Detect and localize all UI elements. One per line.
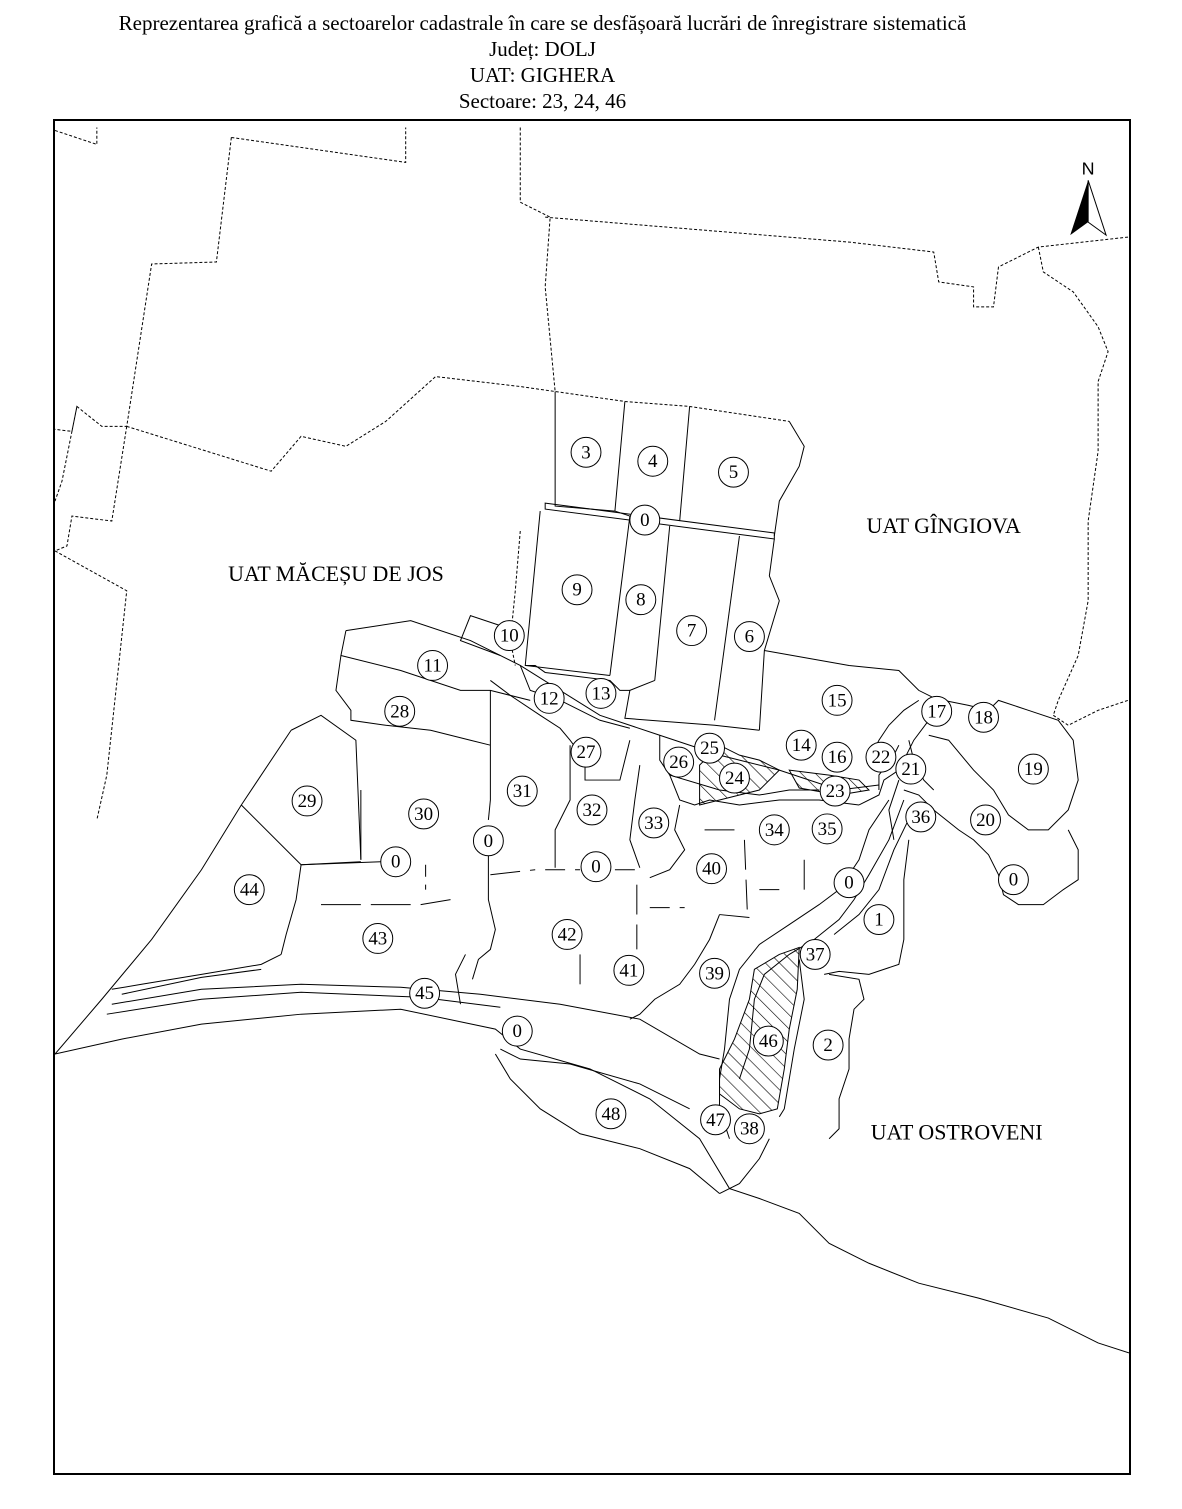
sector-boundaries [55,392,1078,1194]
sector-marker-12 [534,683,564,713]
uat-label: UAT: GIGHERA [469,63,616,87]
neighbor-west-label: UAT MĂCEȘU DE JOS [228,560,444,586]
sector-label: 25 [700,738,720,760]
sector-marker-1 [864,905,894,935]
sector-marker-20 [971,805,1001,835]
sector-marker-30 [409,799,439,829]
sector-label: 19 [1023,759,1043,781]
sector-marker-9 [562,575,592,605]
sector-marker-0 [473,826,503,856]
sector-marker-0 [381,847,411,877]
sector-label: 34 [764,819,784,841]
sector-label: 26 [669,752,689,774]
sector-marker-27 [571,737,601,767]
sector-marker-0 [502,1016,532,1046]
sector-label: 42 [557,924,577,946]
sector-marker-37 [800,939,830,969]
sector-marker-45 [410,978,440,1008]
sector-marker-42 [552,920,582,950]
sector-label: 3 [581,442,591,464]
sector-marker-31 [507,776,537,806]
sector-label: 41 [619,960,639,982]
sector-label: 46 [758,1031,778,1053]
sector-marker-22 [866,742,896,772]
sector-marker-16 [822,742,852,772]
sector-marker-41 [614,955,644,985]
sector-label: 35 [817,818,837,840]
north-label: N [1081,158,1095,179]
sector-label: 7 [686,620,697,642]
sector-marker-14 [786,730,816,760]
sector-marker-18 [969,702,999,732]
sector-label: 20 [976,809,995,831]
river-lines [55,969,1129,1353]
sector-label: 18 [974,707,993,729]
sector-marker-24 [720,763,750,793]
sector-marker-19 [1018,754,1048,784]
sector-label: 28 [390,701,410,723]
sector-marker-34 [759,815,789,845]
neighbor-east-label: UAT GÎNGIOVA [866,512,1021,538]
sector-marker-7 [677,616,707,646]
sector-label: 40 [702,858,722,880]
sector-marker-10 [494,621,524,651]
sector-label: 5 [728,462,739,484]
sector-marker-8 [626,585,656,615]
sector-label: 2 [823,1035,833,1057]
sector-label: 10 [499,625,519,647]
sector-label: 15 [827,690,847,712]
sector-marker-33 [639,808,669,838]
sector-label: 17 [927,701,947,723]
sectors-label: Sectoare: 23, 24, 46 [458,89,627,113]
sector-marker-32 [577,795,607,825]
sector-markers [234,437,1048,1143]
sector-label: 38 [739,1118,759,1140]
sector-marker-46 [753,1026,783,1056]
sector-label: 32 [582,799,602,821]
sector-label: 33 [644,812,664,834]
sector-marker-29 [292,786,322,816]
sector-label: 45 [415,983,435,1005]
sector-label: 0 [483,830,494,852]
sector-label: 29 [297,790,317,812]
sector-marker-0 [581,852,611,882]
sector-marker-17 [922,696,952,726]
sector-marker-5 [719,457,749,487]
sector-marker-23 [820,776,850,806]
sector-label: 47 [706,1109,725,1131]
sector-marker-28 [385,696,415,726]
sector-label: 39 [705,963,724,985]
sector-label: 16 [827,747,847,769]
sector-label: 48 [601,1103,621,1125]
sector-label: 12 [539,688,559,710]
sector-label: 0 [640,510,650,532]
sector-marker-40 [697,854,727,884]
sector-marker-39 [700,958,730,988]
sector-marker-3 [571,437,601,467]
sector-label: 44 [239,879,259,901]
sector-marker-11 [418,651,448,681]
sector-label: 36 [911,806,931,828]
sector-label: 0 [591,856,601,878]
sector-label: 4 [648,451,658,473]
sector-label: 0 [391,851,401,873]
sector-marker-13 [586,678,616,708]
sector-marker-43 [363,924,393,954]
map-title: Reprezentarea grafică a sectoarelor cadastrale în care se desfășoară lucrări de înregistrare sistematică [118,11,967,35]
sector-marker-48 [596,1099,626,1129]
sector-label: 14 [791,735,811,757]
sector-marker-25 [695,733,725,763]
sector-label: 24 [725,768,744,790]
sector-label: 31 [512,780,532,802]
sector-label: 8 [636,589,646,611]
sector-marker-47 [701,1105,731,1135]
map-frame [53,119,1131,1475]
sector-label: 0 [1008,869,1019,891]
sector-marker-15 [822,685,852,715]
sector-label: 1 [874,909,884,931]
sector-label: 23 [825,780,845,802]
sector-label: 0 [512,1021,523,1043]
sector-marker-36 [906,802,936,832]
sector-marker-35 [812,814,842,844]
sector-label: 22 [871,747,891,769]
sector-marker-38 [734,1114,764,1144]
sector-marker-6 [734,622,764,652]
sector-label: 6 [744,626,755,648]
sector-label: 11 [423,655,442,677]
sector-marker-0 [630,505,660,535]
sector-marker-21 [896,754,926,784]
map-header [0,10,1085,114]
sector-label: 27 [576,742,596,764]
cadastral-map [55,121,1129,1473]
county-label: Județ: DOLJ [489,37,596,61]
sector-marker-26 [664,747,694,777]
sector-marker-0 [998,865,1028,895]
sector-marker-0 [834,868,864,898]
sector-label: 37 [805,944,825,966]
sector-label: 9 [572,579,582,601]
sector-label: 30 [414,803,434,825]
north-arrow-icon [1070,158,1106,235]
sector-marker-44 [234,875,264,905]
neighbor-south-label: UAT OSTROVENI [870,1119,1043,1145]
sector-label: 43 [368,928,388,950]
sector-label: 0 [844,872,854,894]
sector-marker-2 [813,1030,843,1060]
sector-label: 13 [591,683,611,705]
sector-label: 21 [901,759,921,781]
sector-marker-4 [638,446,668,476]
